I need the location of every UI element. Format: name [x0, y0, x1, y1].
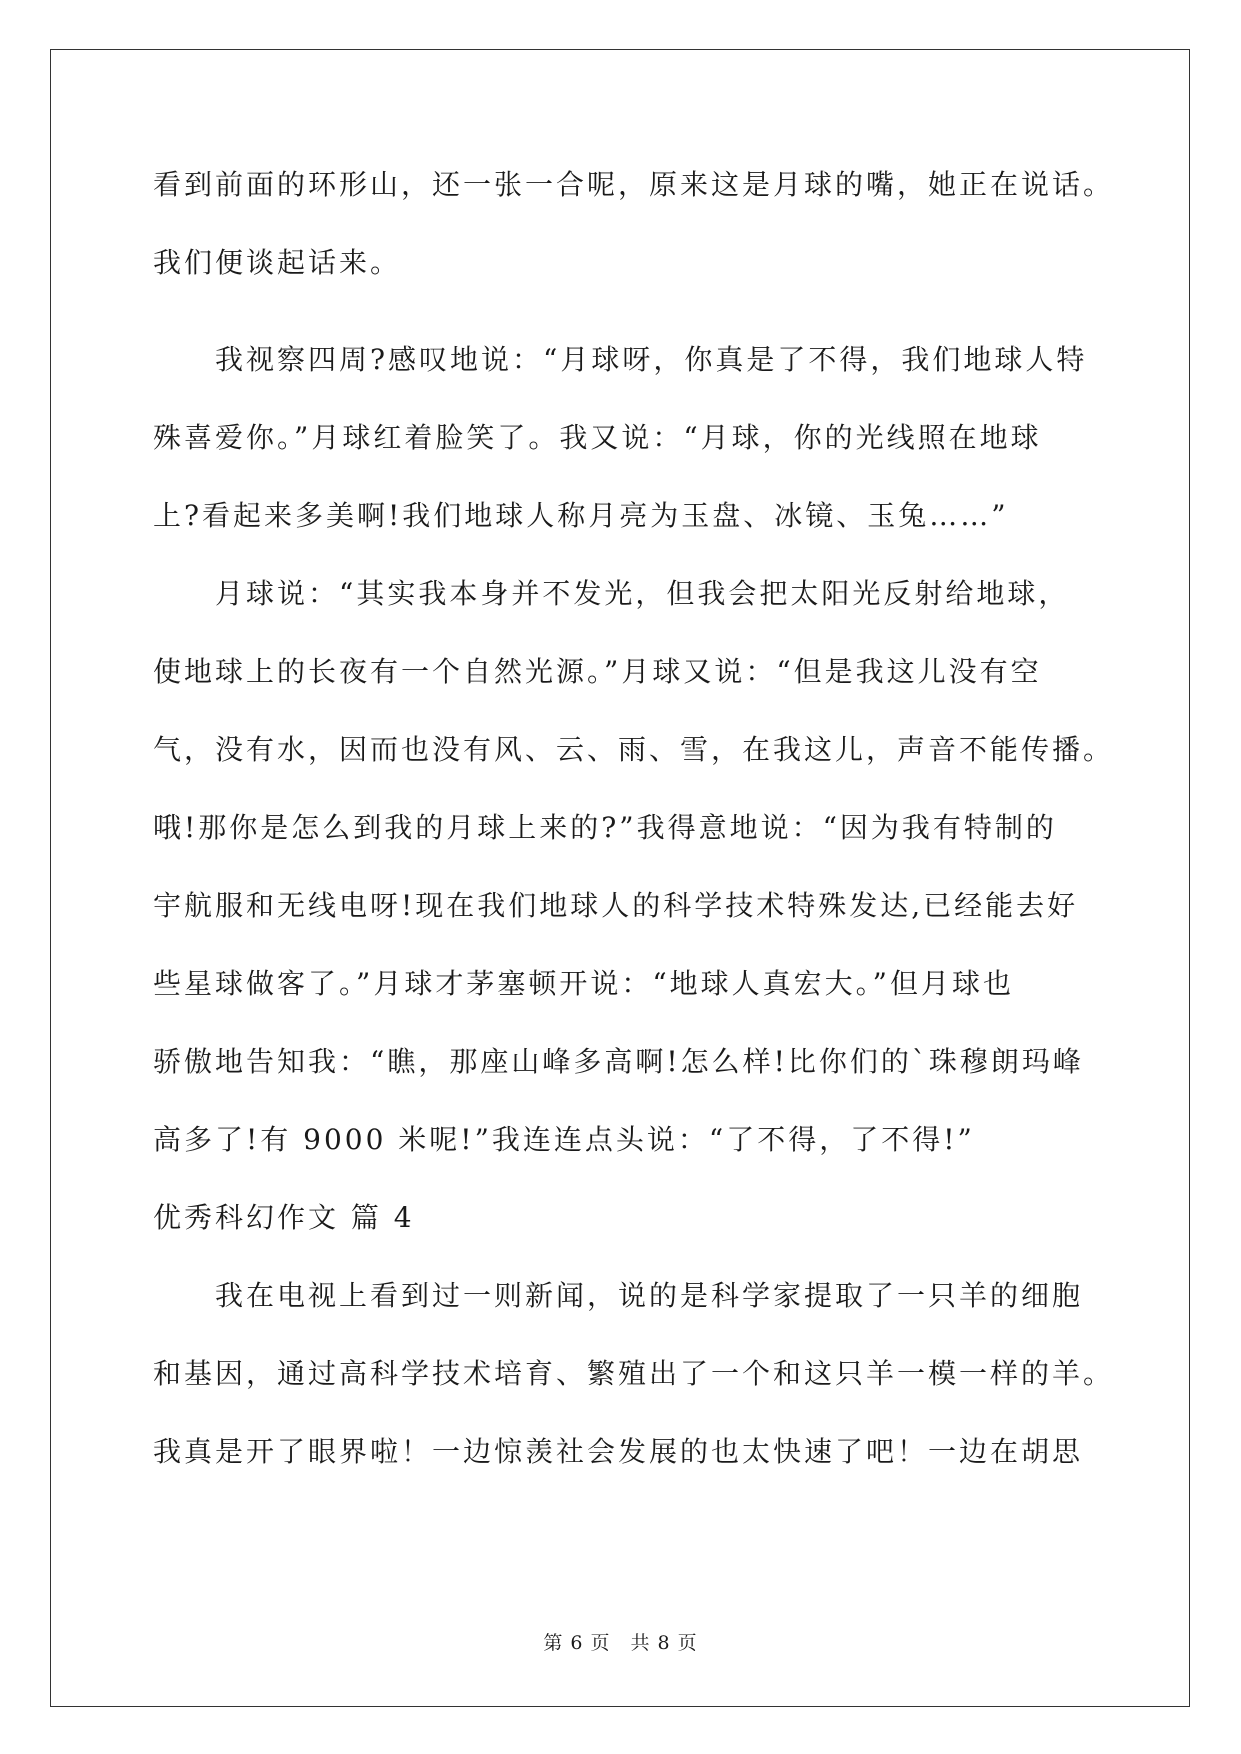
section-heading: 优秀科幻作文 篇 4	[153, 1201, 415, 1234]
text-line: 我视察四周?感叹地说：“月球呀，你真是了不得，我们地球人特	[153, 343, 1088, 376]
text-line: 月球说：“其实我本身并不发光，但我会把太阳光反射给地球，	[153, 577, 1070, 610]
text-line: 我在电视上看到过一则新闻，说的是科学家提取了一只羊的细胞	[153, 1279, 1084, 1312]
text-line: 些星球做客了。”月球才茅塞顿开说：“地球人真宏大。”但月球也	[153, 967, 1014, 1000]
page-number: 第 6 页 共 8 页	[543, 1632, 698, 1654]
text-line: 气，没有水，因而也没有风、云、雨、雪，在我这儿，声音不能传播。	[153, 733, 1115, 766]
text-line: 宇航服和无线电呀!现在我们地球人的科学技术特殊发达,已经能去好	[153, 889, 1079, 922]
text-line: 使地球上的长夜有一个自然光源。”月球又说：“但是我这儿没有空	[153, 655, 1042, 688]
text-line: 高多了!有 9000 米呢!”我连连点头说：“了不得，了不得!”	[153, 1123, 975, 1156]
text-line: 和基因，通过高科学技术培育、繁殖出了一个和这只羊一模一样的羊。	[153, 1357, 1115, 1390]
text-line: 骄傲地告知我：“瞧，那座山峰多高啊!怎么样!比你们的`珠穆朗玛峰	[153, 1045, 1084, 1078]
text-line: 上?看起来多美啊!我们地球人称月亮为玉盘、冰镜、玉兔……”	[153, 499, 1009, 532]
text-line: 殊喜爱你。”月球红着脸笑了。我又说：“月球，你的光线照在地球	[153, 421, 1042, 454]
text-line: 哦!那你是怎么到我的月球上来的?”我得意地说：“因为我有特制的	[153, 811, 1057, 844]
text-line: 我们便谈起话来。	[153, 246, 402, 279]
text-line: 看到前面的环形山，还一张一合呢，原来这是月球的嘴，她正在说话。	[153, 168, 1115, 201]
text-line: 我真是开了眼界啦！一边惊羡社会发展的也太快速了吧！一边在胡思	[153, 1435, 1084, 1468]
